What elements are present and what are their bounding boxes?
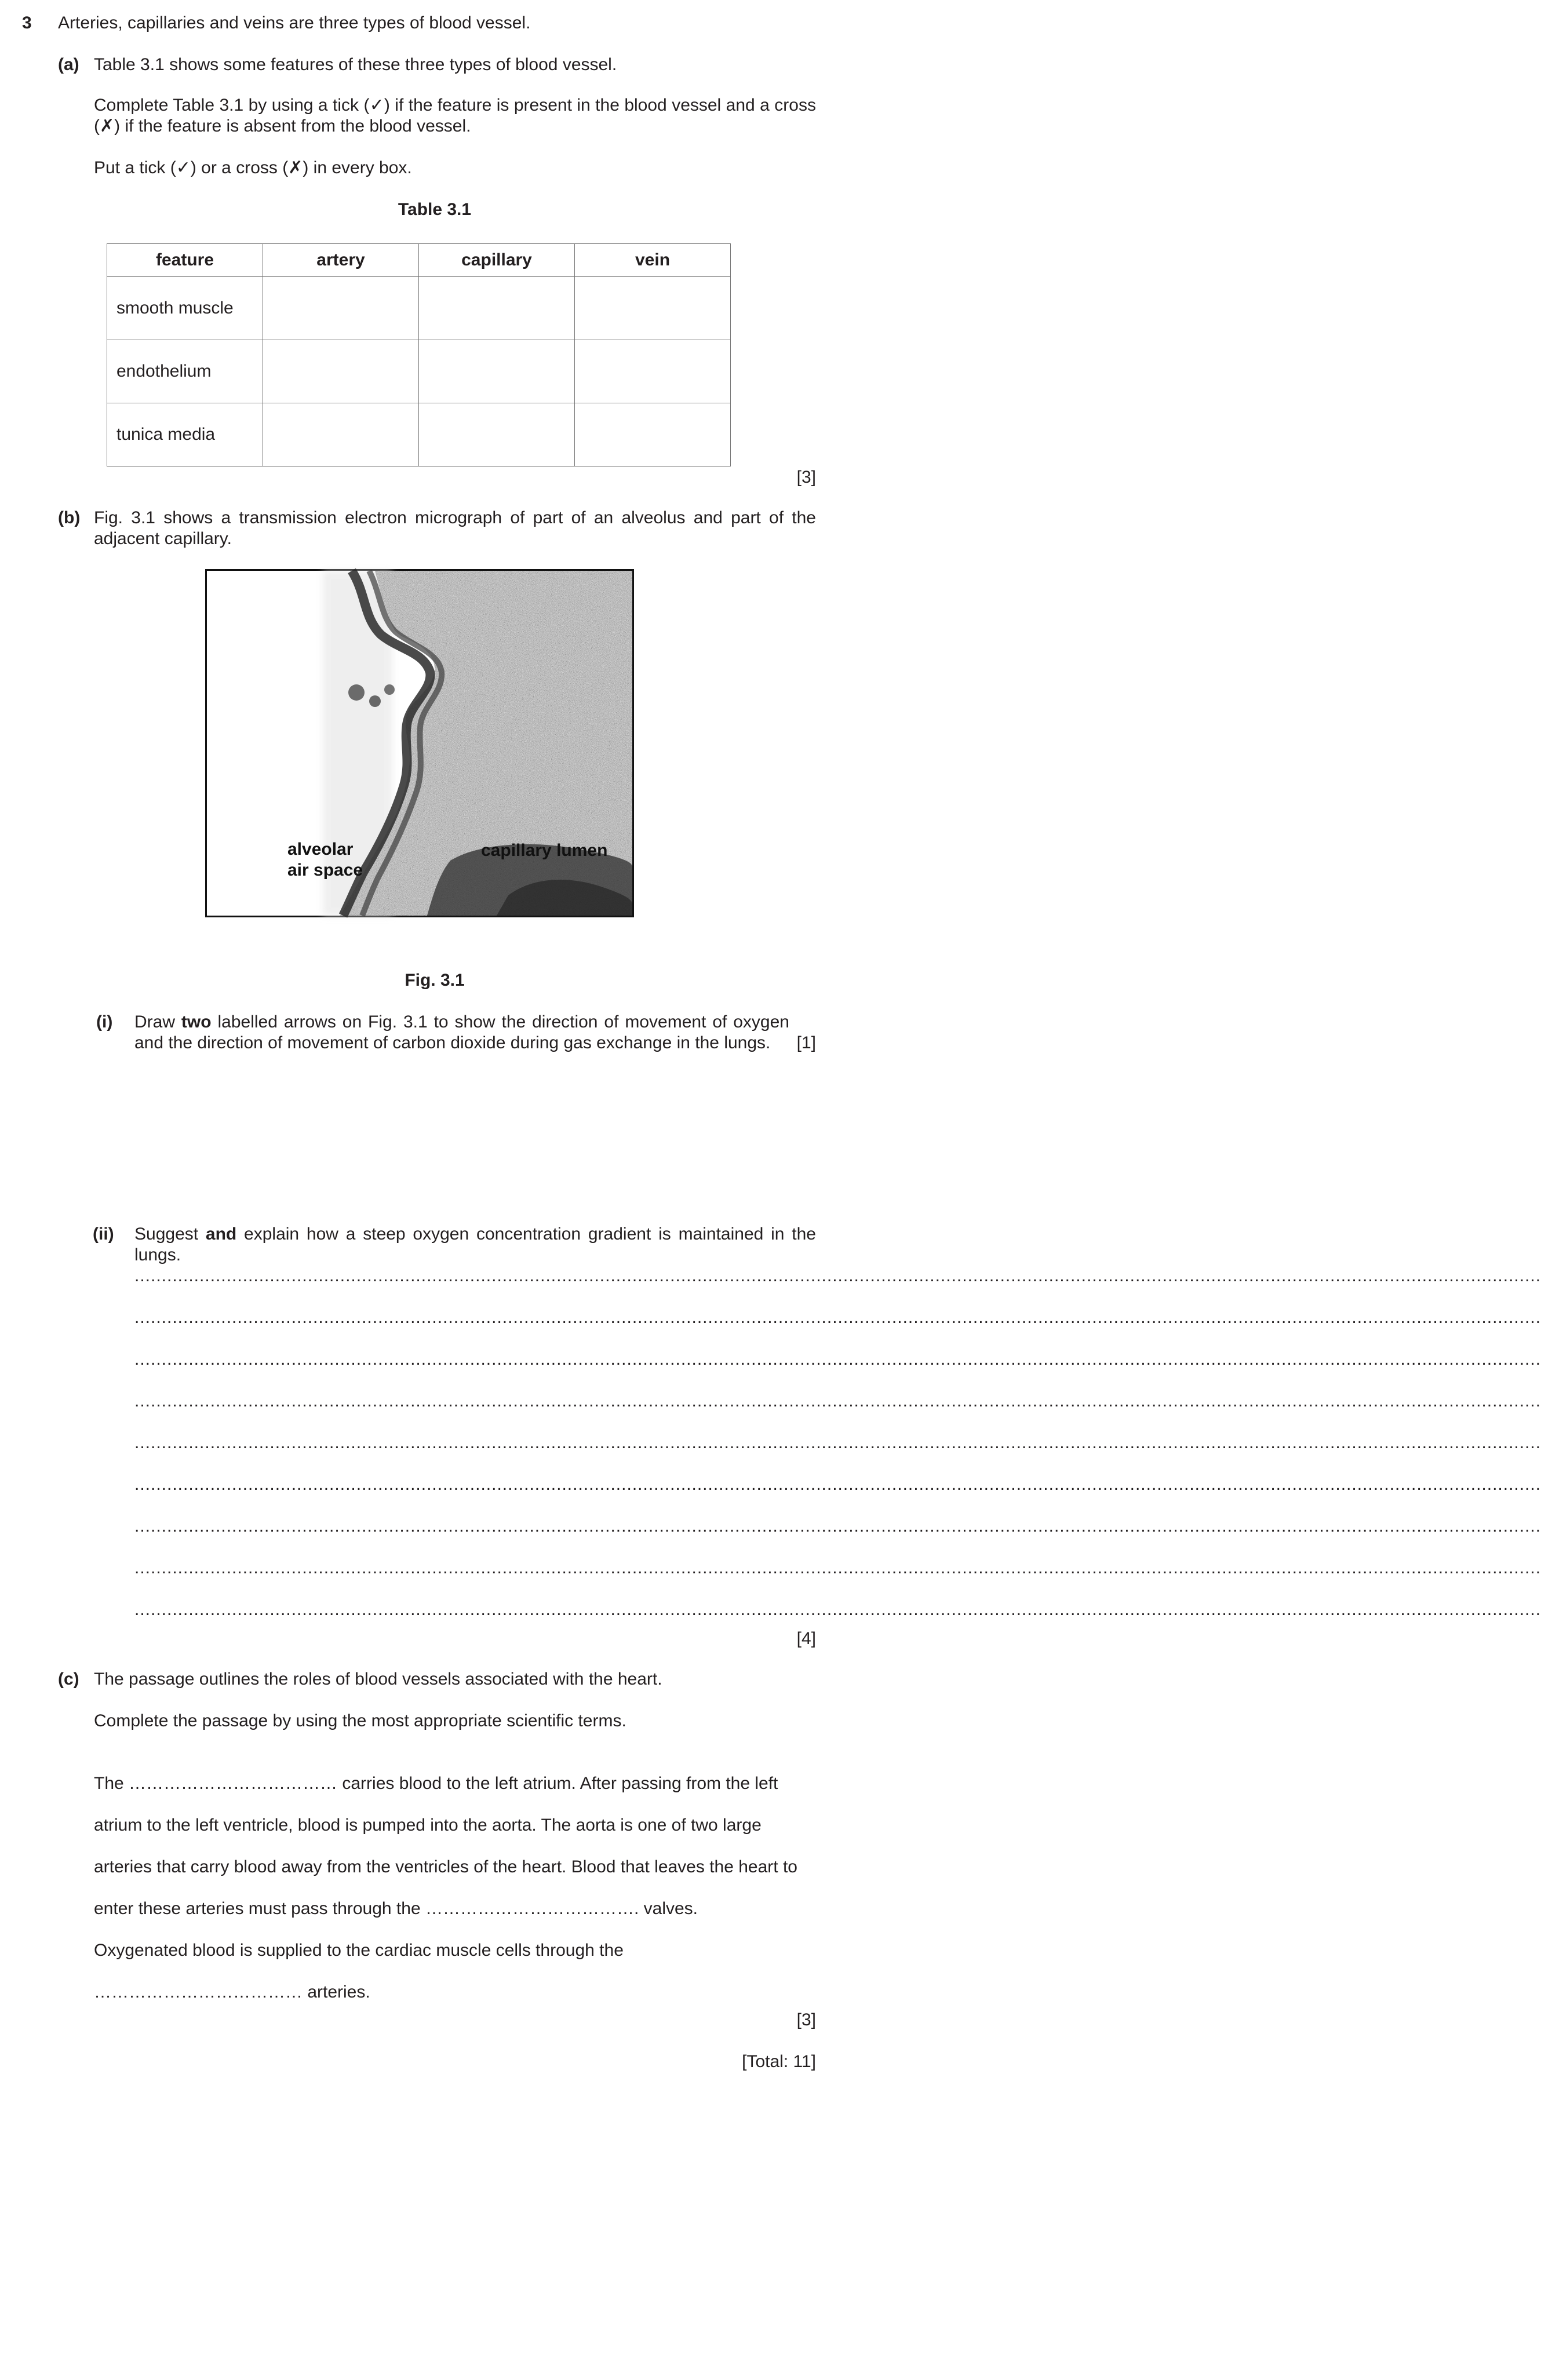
answer-cell-capillary[interactable]: [419, 277, 575, 340]
figure-caption: Fig. 3.1: [405, 971, 465, 990]
part-b-label: (b): [58, 508, 81, 527]
table-title: Table 3.1: [398, 200, 472, 219]
part-c-intro: The passage outlines the roles of blood vessels associated with the heart.: [94, 1670, 662, 1689]
part-c-instruction: Complete the passage by using the most appropriate scientific terms.: [94, 1711, 626, 1730]
sub-i-text: [134, 1012, 789, 1054]
part-a-instruction: Complete Table 3.1 by using a tick (✓) if the feature is present in the blood vessel and a cross (✗) if the feature is absent from the blood vessel.: [94, 96, 816, 136]
answer-line[interactable]: ....................................................................................................................................................................................................................................................................: [134, 1517, 1541, 1536]
header-feature: feature: [107, 244, 263, 277]
sub-ii-text-post: explain how a steep oxygen concentration gradient is maintained in the lungs.: [134, 1224, 816, 1264]
answer-line[interactable]: ....................................................................................................................................................................................................................................................................: [134, 1558, 1541, 1577]
answer-cell-artery[interactable]: [263, 340, 419, 403]
answer-cell-artery[interactable]: [263, 403, 419, 466]
passage-line-3: arteries that carry blood away from the ventricles of the heart. Blood that leaves the heart to: [94, 1857, 797, 1876]
header-capillary: capillary: [419, 244, 575, 277]
micrograph-image: [207, 571, 632, 916]
answer-line[interactable]: ....................................................................................................................................................................................................................................................................: [134, 1475, 1541, 1494]
row-feature-smooth-muscle: smooth muscle: [107, 277, 263, 340]
sub-ii-marks: [4]: [796, 1629, 816, 1648]
answer-cell-capillary[interactable]: [419, 403, 575, 466]
passage-line-4[interactable]: enter these arteries must pass through the ………………………………. valves.: [94, 1899, 698, 1918]
part-c-label: (c): [58, 1670, 79, 1689]
sub-i-text-post: labelled arrows on Fig. 3.1 to show the direction of movement of oxygen and the direction of movement of carbon dioxide during gas exchange in the lungs.: [134, 1012, 789, 1052]
row-feature-tunica-media: tunica media: [107, 403, 263, 466]
answer-line[interactable]: ....................................................................................................................................................................................................................................................................: [134, 1308, 1541, 1327]
header-vein: vein: [575, 244, 731, 277]
question-stem: Arteries, capillaries and veins are three types of blood vessel.: [58, 13, 531, 32]
feature-table: [107, 243, 731, 466]
answer-cell-artery[interactable]: [263, 277, 419, 340]
label-alveolar-line1: alveolar: [287, 840, 354, 859]
answer-line[interactable]: ....................................................................................................................................................................................................................................................................: [134, 1391, 1541, 1410]
sub-i-marks: [1]: [796, 1033, 816, 1052]
answer-cell-vein[interactable]: [575, 403, 731, 466]
part-a-intro: Table 3.1 shows some features of these three types of blood vessel.: [94, 55, 617, 74]
answer-line[interactable]: ....................................................................................................................................................................................................................................................................: [134, 1350, 1541, 1369]
part-b-intro: Fig. 3.1 shows a transmission electron micrograph of part of an alveolus and part of the adjacent capillary.: [94, 508, 816, 548]
table-row: [107, 277, 731, 340]
table-header-row: [107, 244, 731, 277]
sub-i-text-bold: two: [181, 1012, 212, 1032]
answer-line[interactable]: ....................................................................................................................................................................................................................................................................: [134, 1433, 1541, 1452]
part-a-label: (a): [58, 55, 79, 74]
passage-line-6[interactable]: ……………………………… arteries.: [94, 1982, 370, 2002]
header-artery: artery: [263, 244, 419, 277]
table-row: [107, 403, 731, 466]
row-feature-endothelium: endothelium: [107, 340, 263, 403]
sub-ii-text: [134, 1224, 816, 1266]
answer-line[interactable]: ....................................................................................................................................................................................................................................................................: [134, 1266, 1541, 1285]
passage-line-5: Oxygenated blood is supplied to the cardiac muscle cells through the: [94, 1941, 624, 1960]
part-a-marks: [3]: [796, 468, 816, 487]
label-capillary-lumen: capillary lumen: [481, 841, 608, 860]
part-c-marks: [3]: [796, 2010, 816, 2029]
sub-i-label: (i): [96, 1012, 113, 1032]
sub-i-text-pre: Draw: [134, 1012, 181, 1032]
part-a-instruction-2: Put a tick (✓) or a cross (✗) in every box.: [94, 158, 412, 177]
passage-line-1[interactable]: The ……………………………… carries blood to the left atrium. After passing from the left: [94, 1774, 778, 1793]
passage-line-2: atrium to the left ventricle, blood is pumped into the aorta. The aorta is one of two large: [94, 1816, 762, 1835]
table-row: [107, 340, 731, 403]
micrograph-figure[interactable]: [205, 569, 634, 917]
total-marks: [Total: 11]: [742, 2052, 816, 2071]
sub-ii-label: (ii): [93, 1224, 114, 1244]
question-number: 3: [22, 13, 32, 32]
sub-ii-text-pre: Suggest: [134, 1224, 206, 1244]
label-alveolar-line2: air space: [287, 861, 363, 880]
answer-cell-vein[interactable]: [575, 277, 731, 340]
answer-cell-capillary[interactable]: [419, 340, 575, 403]
answer-cell-vein[interactable]: [575, 340, 731, 403]
answer-line[interactable]: ....................................................................................................................................................................................................................................................................: [134, 1600, 1541, 1619]
sub-ii-text-bold: and: [205, 1224, 237, 1244]
